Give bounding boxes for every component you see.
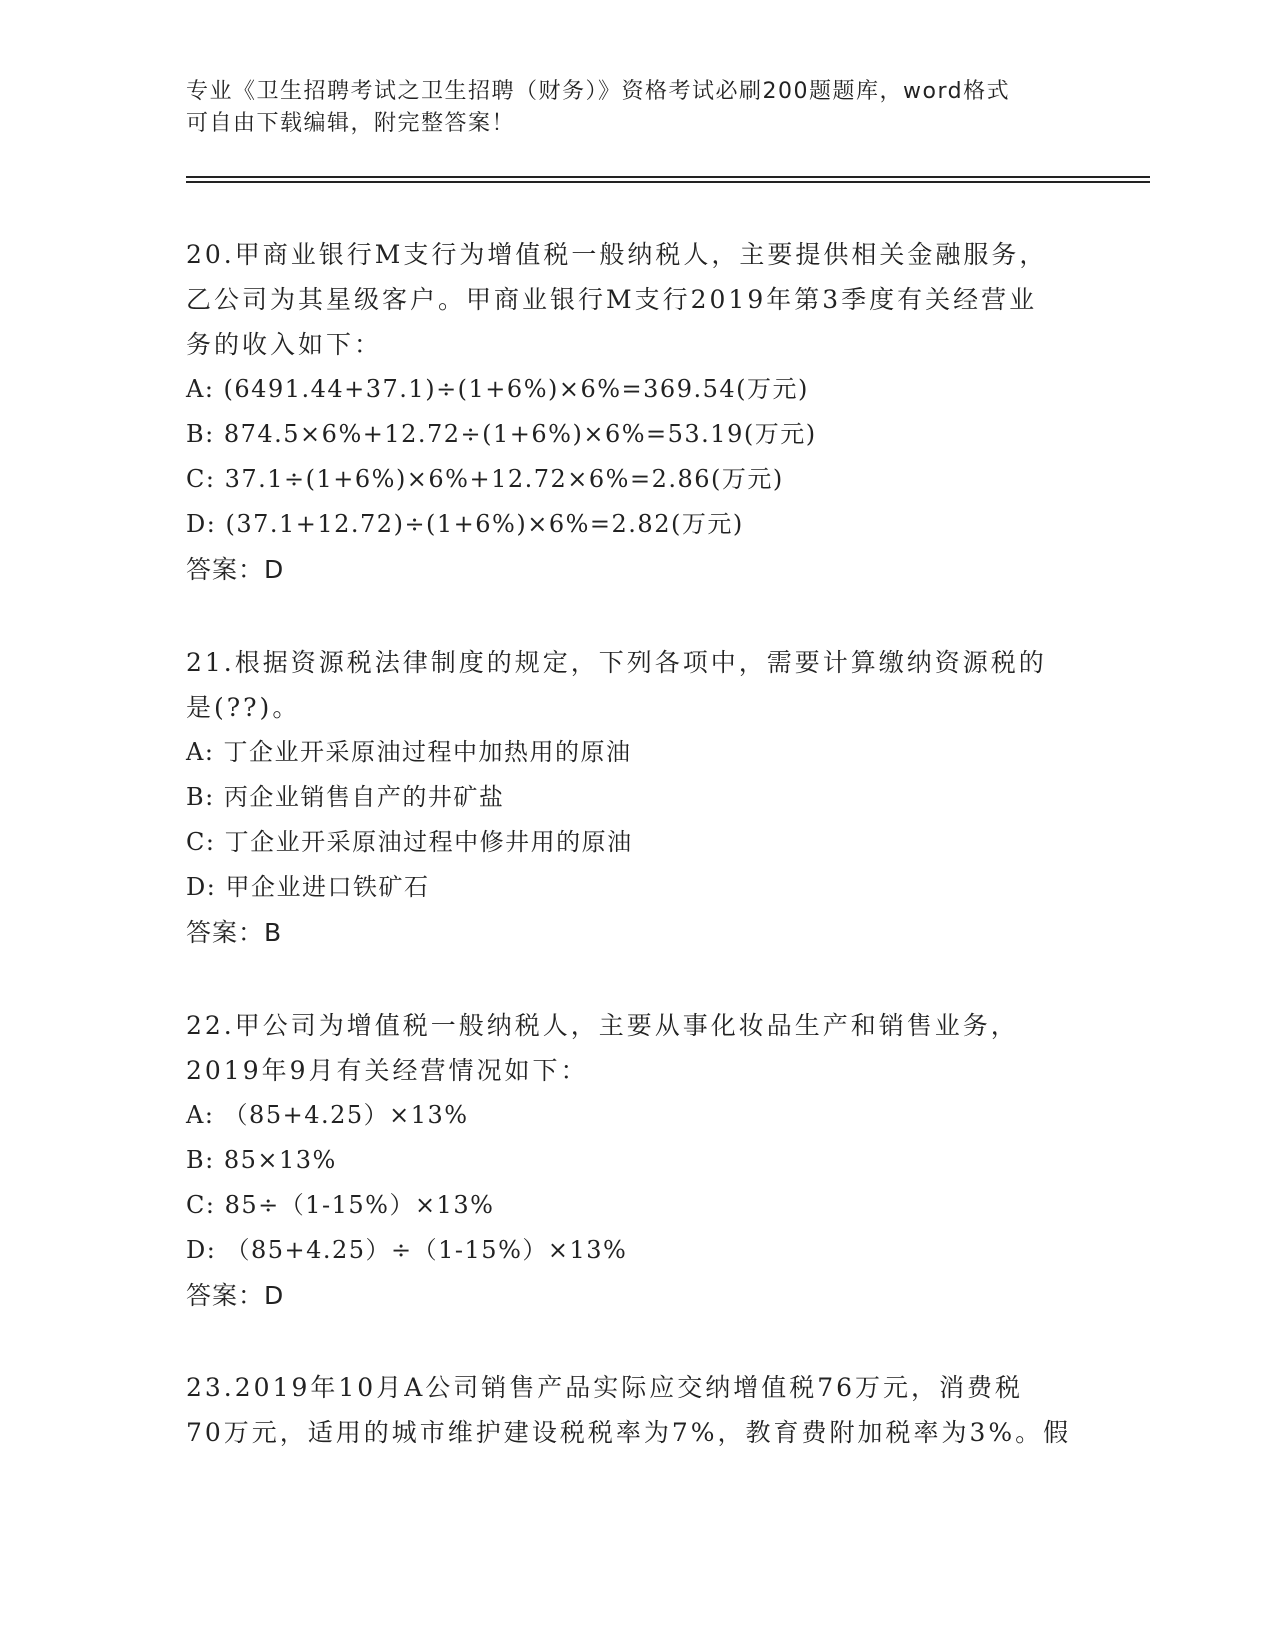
option-b: B: 丙企业销售自产的井矿盐 — [186, 783, 505, 811]
question-23 — [186, 1365, 1086, 1455]
option-b: B: 85×13% — [186, 1146, 337, 1174]
option-d: D: 甲企业进口铁矿石 — [186, 873, 430, 901]
question-21 — [186, 640, 1086, 955]
answer-line: 答案：D — [186, 555, 285, 584]
question-stem-line: 是(??)。 — [186, 693, 301, 722]
option-c: C: 37.1÷(1+6%)×6%+12.72×6%=2.86(万元) — [186, 465, 784, 493]
header-line-2: 可自由下载编辑，附完整答案！ — [186, 111, 516, 136]
option-a: A: （85+4.25）×13% — [186, 1101, 469, 1129]
header-line-1: 专业《卫生招聘考试之卫生招聘（财务）》资格考试必刷200题题库，word格式 — [186, 79, 1011, 104]
option-a: A: (6491.44+37.1)÷(1+6%)×6%=369.54(万元) — [186, 375, 809, 403]
answer-line: 答案：D — [186, 1281, 285, 1310]
question-stem-line: 23.2019年10月A公司销售产品实际应交纳增值税76万元，消费税 — [186, 1373, 1024, 1402]
option-d: D: (37.1+12.72)÷(1+6%)×6%=2.82(万元) — [186, 510, 744, 538]
header-divider-bottom — [186, 181, 1150, 183]
question-20 — [186, 232, 1086, 592]
question-stem-line: 22.甲公司为增值税一般纳税人，主要从事化妆品生产和销售业务， — [186, 1011, 1019, 1040]
option-c: C: 85÷（1-15%）×13% — [186, 1191, 495, 1219]
question-stem-line: 乙公司为其星级客户。甲商业银行M支行2019年第3季度有关经营业 — [186, 285, 1038, 314]
question-stem-line: 20.甲商业银行M支行为增值税一般纳税人，主要提供相关金融服务， — [186, 240, 1048, 269]
option-c: C: 丁企业开采原油过程中修井用的原油 — [186, 828, 633, 856]
option-a: A: 丁企业开采原油过程中加热用的原油 — [186, 738, 632, 766]
answer-line: 答案：B — [186, 918, 283, 947]
question-stem-line: 务的收入如下： — [186, 330, 383, 359]
option-b: B: 874.5×6%+12.72÷(1+6%)×6%=53.19(万元) — [186, 420, 817, 448]
question-22 — [186, 1003, 1086, 1318]
header-divider-top — [186, 176, 1150, 178]
question-stem-line: 2019年9月有关经营情况如下： — [186, 1056, 589, 1085]
option-d: D: （85+4.25）÷（1-15%）×13% — [186, 1236, 628, 1264]
document-header — [186, 76, 1076, 140]
question-stem-line: 70万元，适用的城市维护建设税税率为7%，教育费附加税率为3%。假 — [186, 1418, 1072, 1447]
question-stem-line: 21.根据资源税法律制度的规定，下列各项中，需要计算缴纳资源税的 — [186, 648, 1047, 677]
